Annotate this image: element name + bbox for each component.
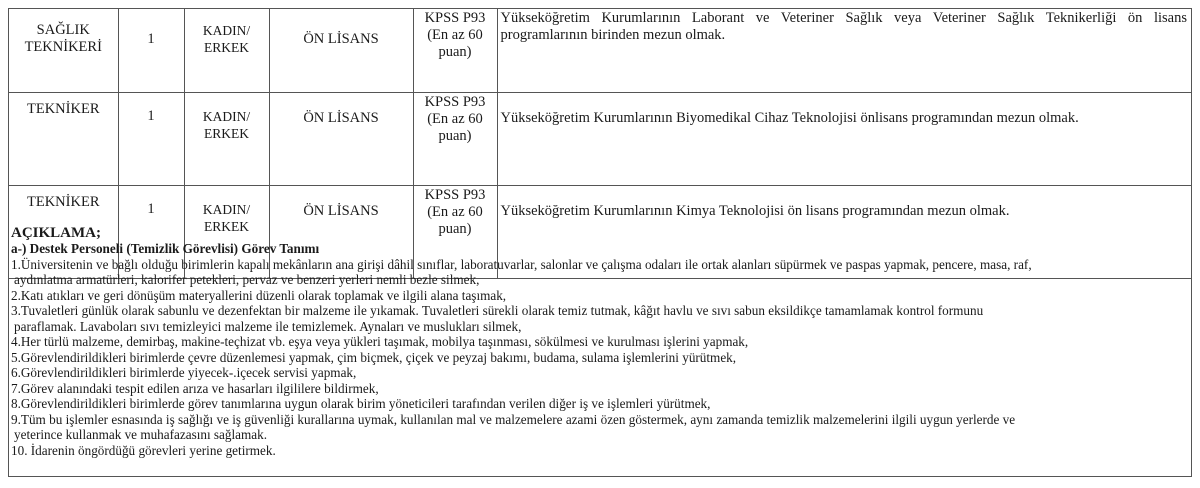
explanation-subheading: a-) Destek Personeli (Temizlik Görevlisi) Görev Tanımı [11, 241, 320, 256]
duty-line: 2.Katı atıkları ve geri dönüşüm materyallerini düzenli olarak toplamak ve ilgili alana taşımak, [11, 287, 507, 303]
position-title: TEKNİKER [9, 93, 118, 186]
duty-item [11, 365, 1187, 381]
position-gender: KADIN/ ERKEK [184, 93, 269, 186]
position-gender: KADIN/ ERKEK [184, 9, 269, 93]
explanation-section [11, 225, 1187, 458]
duty-line: 5.Görevlendirildikleri birimlerde çevre düzenlemesi yapmak, çim biçmek, çiçek ve peyzaj bakımı, budama, sulama işlemlerini yürütmek, [11, 349, 737, 365]
duty-item [11, 396, 1187, 412]
table-row [9, 9, 1191, 93]
position-education: ÖN LİSANS [269, 93, 413, 186]
document-page [8, 8, 1192, 477]
duty-item [11, 288, 1187, 304]
position-count: 1 [118, 93, 184, 186]
table-row [9, 93, 1191, 186]
position-kpss: KPSS P93 (En az 60 puan) [413, 186, 497, 279]
duty-item [11, 412, 1187, 443]
position-gender: KADIN/ ERKEK [184, 186, 269, 279]
position-education: ÖN LİSANS [269, 186, 413, 279]
position-title: TEKNİKER [9, 186, 118, 279]
duty-item [11, 350, 1187, 366]
duty-item [11, 257, 1187, 288]
duty-line: yeterince kullanmak ve muhafazasını sağlamak. [14, 427, 268, 442]
position-requirement: Yükseköğretim Kurumlarının Biyomedikal Cihaz Teknolojisi önlisans programından mezun olmak. [497, 93, 1191, 186]
position-title: SAĞLIK TEKNİKERİ [9, 9, 118, 93]
duty-line: 9.Tüm bu işlemler esnasında iş sağlığı ve iş güvenliği kurallarına uymak, kullanılan mal ve malzemelere azami özen göstermek, aynı zamanda temizlik malzemelerini ilgili uygun yerlerde ve [11, 411, 1016, 427]
duty-item [11, 443, 1187, 459]
duty-line: 4.Her türlü malzeme, demirbaş, makine-teçhizat vb. eşya veya yükleri taşımak, mobilya taşınması, sökülmesi ve kurulması işlerini yapmak, [11, 334, 749, 349]
position-requirement: Yükseköğretim Kurumlarının Laborant ve Veteriner Sağlık veya Veteriner Sağlık Teknikerliği ön lisans programlarının birinden mezun olmak. [497, 9, 1191, 93]
duty-line: 6.Görevlendirildikleri birimlerde yiyecek-.içecek servisi yapmak, [11, 365, 357, 380]
duty-item [11, 334, 1187, 350]
position-requirement: Yükseköğretim Kurumlarının Kimya Teknolojisi ön lisans programından mezun olmak. [497, 186, 1191, 279]
duty-line: 3.Tuvaletleri günlük olarak sabunlu ve dezenfektan bir malzeme ile yıkamak. Tuvaletleri sürekli olarak temiz tutmak, kâğıt havlu ve sıvı sabun eksildikçe tamamlamak kontrol formunu [11, 303, 984, 318]
duty-item [11, 303, 1187, 334]
duty-line: 8.Görevlendirildikleri birimlerde görev tanımlarına uygun olarak birim yöneticileri tarafından verilen diğer iş ve işlemleri yürütmek, [11, 396, 711, 411]
position-kpss: KPSS P93 (En az 60 puan) [413, 93, 497, 186]
position-kpss: KPSS P93 (En az 60 puan) [413, 9, 497, 93]
position-education: ÖN LİSANS [269, 9, 413, 93]
explanation-heading: AÇIKLAMA; [11, 225, 101, 241]
duty-line: paraflamak. Lavaboları sıvı temizleyici malzeme ile temizlemek. Aynaları ve muslukları silmek, [14, 318, 522, 334]
duty-item [11, 381, 1187, 397]
position-count: 1 [118, 9, 184, 93]
position-count: 1 [118, 186, 184, 279]
duty-line: 7.Görev alanındaki tespit edilen arıza ve hasarları ilgililere bildirmek, [11, 380, 379, 396]
duty-line: 10. İdarenin öngördüğü görevleri yerine getirmek. [11, 442, 276, 458]
duty-line: aydınlatma armatürleri, kalorifer petekleri, pervaz ve benzeri yerleri nemli bezle silmek, [14, 272, 480, 287]
duty-line: 1.Üniversitenin ve bağlı olduğu birimlerin kapalı mekânların ana girişi dâhil sınıflar, laboratuvarlar, salonlar ve çalışma odaları ile ortak alanları süpürmek ve paspas yapmak, pencere, masa, raf, [11, 256, 1032, 272]
